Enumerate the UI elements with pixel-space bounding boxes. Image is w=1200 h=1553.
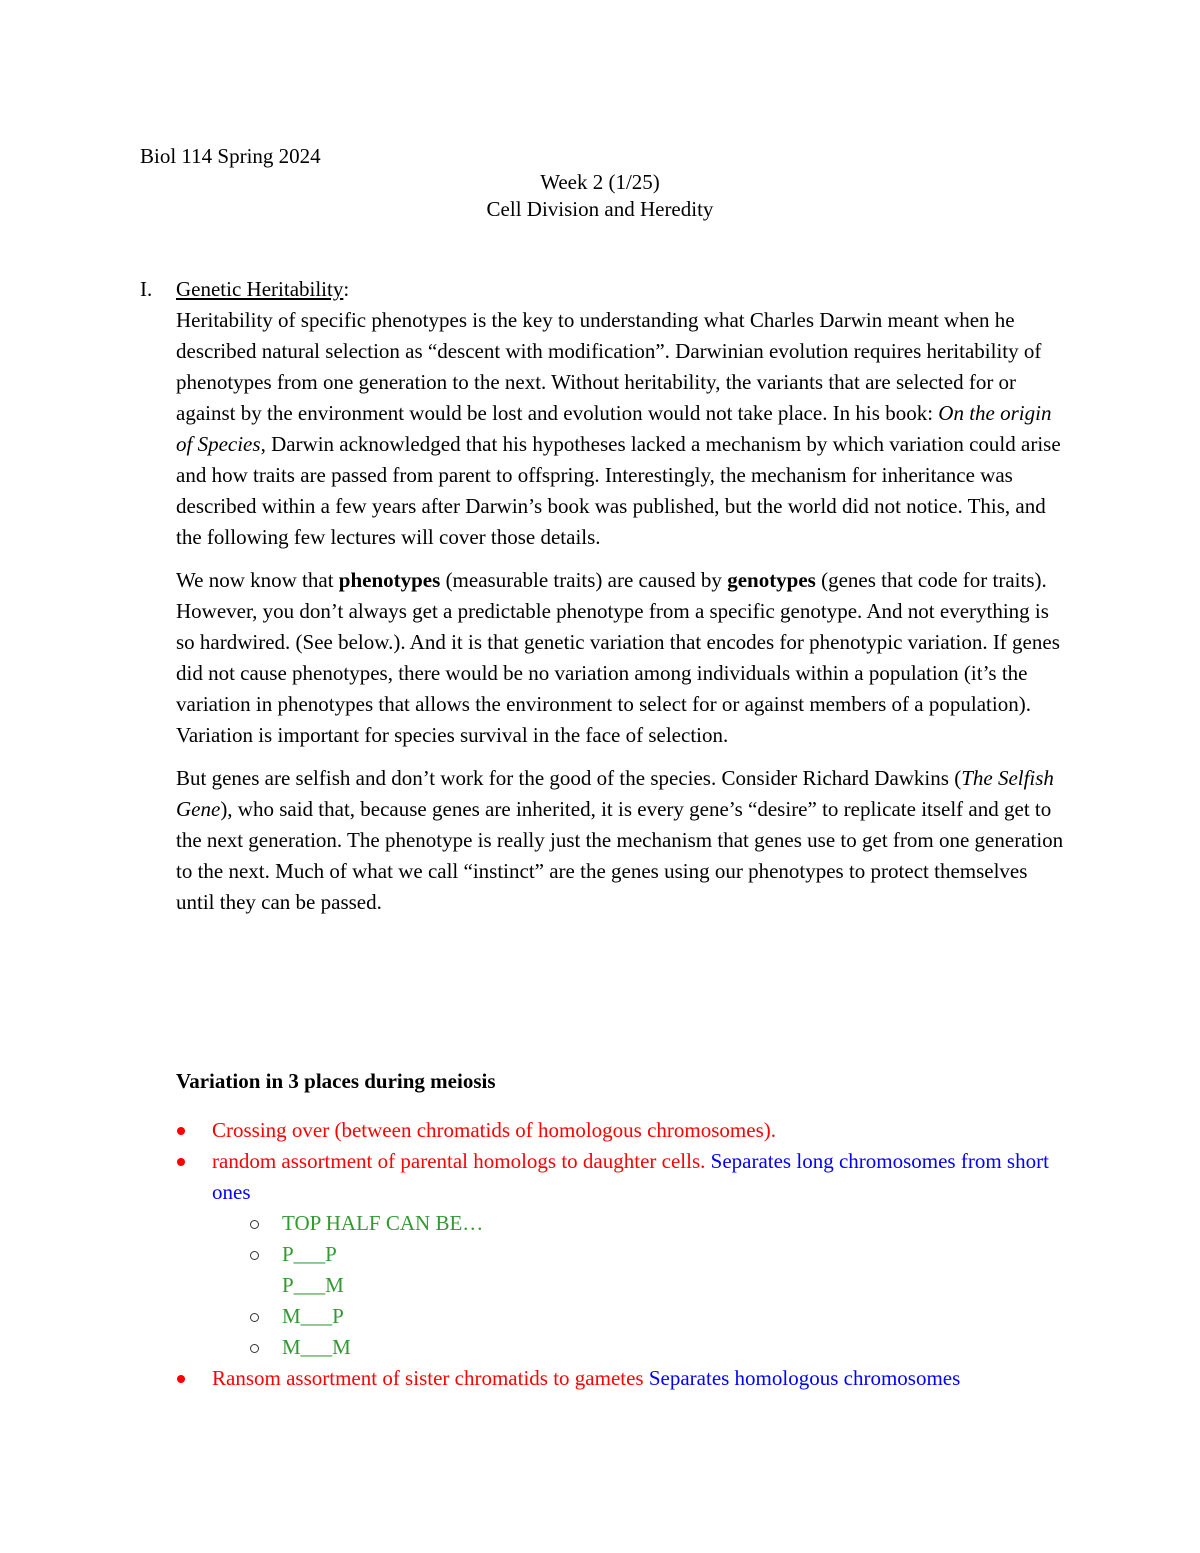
paragraph-1-text-a: Heritability of specific phenotypes is the key to understanding what Charles Darwin meant when he described natural selection as “descent with modification”. Darwinian evolution requires heritability of phenotypes from one generation to the next. Without heritability, the variants that are selected for or against by the environment would be lost and evolution would not take place. In his book:	[176, 308, 1042, 425]
title-block	[0, 169, 1200, 223]
paragraph-3-text-a: But genes are selfish and don’t work for the good of the species. Consider Richard Dawkins (	[176, 766, 962, 790]
bullet-3-text-red: Ransom assortment of sister chromatids to gametes	[212, 1366, 649, 1390]
sub-list	[212, 1208, 1076, 1363]
sub-item-2-text: P___P	[282, 1242, 337, 1266]
list-item-crossing-over	[176, 1115, 1076, 1146]
sub-item-pm	[212, 1270, 1076, 1301]
section-genetic-heritability	[140, 274, 1070, 930]
sub-item-5-text: M___M	[282, 1335, 351, 1359]
term-phenotypes: phenotypes	[338, 568, 441, 592]
bullet-icon	[177, 1127, 185, 1135]
sub-item-mp	[212, 1301, 1076, 1332]
bullet-icon	[177, 1158, 185, 1166]
ring-bullet-icon	[250, 1251, 259, 1260]
page-title: Cell Division and Heredity	[486, 197, 714, 221]
book-title-origin: On the origin of Species	[176, 401, 1052, 456]
bullet-icon	[177, 1375, 185, 1383]
paragraph-2-text-b: (measurable traits) are caused by	[440, 568, 728, 592]
section-title-text: Genetic Heritability	[176, 277, 344, 301]
sub-item-mm	[212, 1332, 1076, 1363]
paragraph-2	[176, 565, 1070, 751]
week-label: Week 2 (1/25)	[540, 170, 660, 194]
sub-item-pp	[212, 1239, 1076, 1270]
variation-heading: Variation in 3 places during meiosis	[176, 1069, 496, 1093]
ring-bullet-icon	[250, 1344, 259, 1353]
paragraph-1-text-b: , Darwin acknowledged that his hypotheses lacked a mechanism by which variation could arise and how traits are passed from parent to offspring. Interestingly, the mechanism for inheritance was described within a few years after Darwin’s book was published, but the world did not notice. This, and the following few lectures will cover those details.	[176, 432, 1061, 549]
bullet-2-text-red: random assortment of parental homologs to daughter cells.	[212, 1149, 711, 1173]
bullet-3-text-blue: Separates homologous chromosomes	[648, 1366, 961, 1390]
sub-item-1-text: TOP HALF CAN BE…	[282, 1211, 484, 1235]
sub-item-top-half	[212, 1208, 1076, 1239]
ring-bullet-icon	[250, 1220, 259, 1229]
paragraph-1	[176, 305, 1070, 553]
list-item-sister-chromatids	[176, 1363, 1076, 1394]
variation-list	[176, 1115, 1076, 1394]
sub-item-3-text: P___M	[282, 1273, 344, 1297]
ring-bullet-icon	[250, 1313, 259, 1322]
bullet-2-text-blue: Separates long chromosomes from short ones	[212, 1149, 1049, 1204]
section-title-colon: :	[343, 277, 350, 301]
section-body	[176, 305, 1070, 918]
paragraph-2-text-a: We now know that	[176, 568, 339, 592]
book-title-selfish-gene: The Selfish Gene	[176, 766, 1054, 821]
paragraph-3-text-b: ), who said that, because genes are inherited, it is every gene’s “desire” to replicate itself and get to the next generation. The phenotype is really just the mechanism that genes use to get from one generation to the next. Much of what we call “instinct” are the genes using our phenotypes to protect themselves until they can be passed.	[176, 797, 1064, 914]
list-item-random-assortment	[176, 1146, 1076, 1363]
term-genotypes: genotypes	[727, 568, 816, 592]
variation-section	[176, 1066, 1076, 1394]
sub-item-4-text: M___P	[282, 1304, 344, 1328]
course-label: Biol 114 Spring 2024	[140, 144, 321, 168]
section-title	[176, 274, 349, 305]
section-heading	[140, 274, 1070, 305]
paragraph-2-text-c: (genes that code for traits). However, you don’t always get a predictable phenotype from a specific genotype. And not everything is so hardwired. (See below.). And it is that genetic variation that encodes for phenotypic variation. If genes did not cause phenotypes, there would be no variation among individuals within a population (it’s the variation in phenotypes that allows the environment to select for or against members of a population). Variation is important for species survival in the face of selection.	[176, 568, 1060, 747]
section-number: I.	[140, 277, 153, 301]
paragraph-3	[176, 763, 1070, 918]
bullet-1-text: Crossing over (between chromatids of homologous chromosomes).	[212, 1118, 776, 1142]
